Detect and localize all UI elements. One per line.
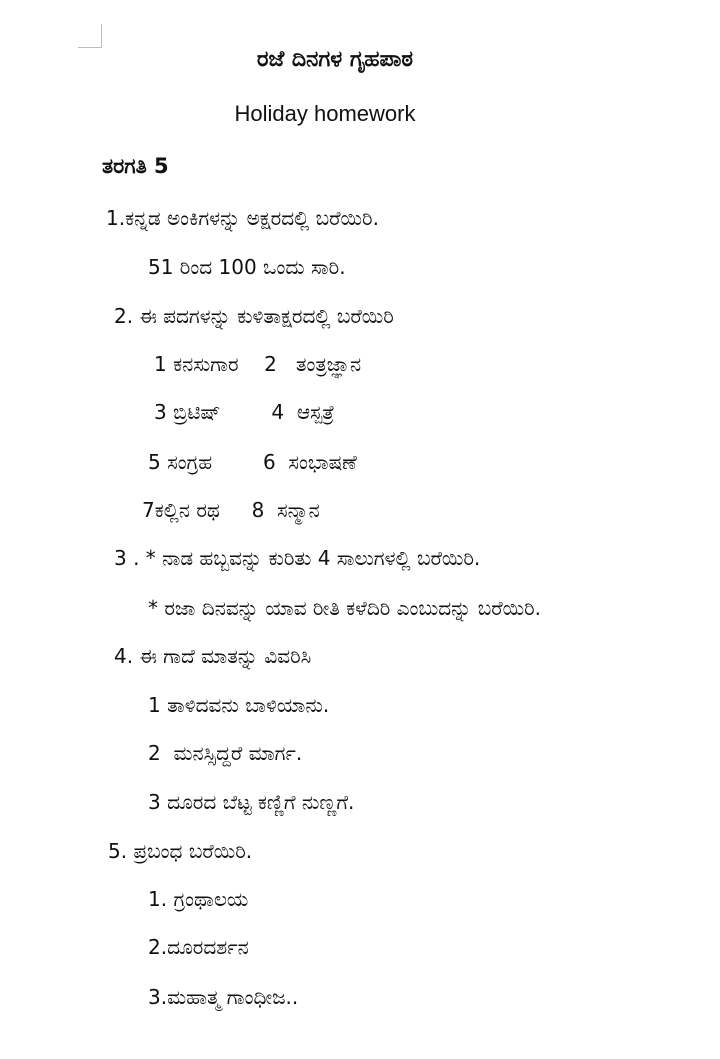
word-pair-1: 1 ಕನಸುಗಾರ 2 ತಂತ್ರಜ್ಞಾನ [154, 352, 362, 376]
word-pair-4: 7ಕಲ್ಲಿನ ರಥ 8 ಸನ್ಮಾನ [142, 498, 320, 522]
question-5: 5. ಪ್ರಬಂಧ ಬರೆಯಿರಿ. [108, 839, 253, 863]
word-pair-2: 3 ಬ್ರಿಟಿಷ್ 4 ಆಸ್ಪತ್ರೆ [154, 400, 335, 424]
essay-topic-3: 3.ಮಹಾತ್ಮ ಗಾಂಧೀಜ.. [148, 985, 299, 1009]
proverb-1: 1 ತಾಳಿದವನು ಬಾಳಿಯಾನು. [148, 693, 330, 717]
title-english: Holiday homework [234, 101, 416, 126]
question-4: 4. ಈ ಗಾದೆ ಮಾತನ್ನು ವಿವರಿಸಿ [114, 644, 312, 668]
page-margin-marker [78, 24, 102, 48]
question-3-part-2: * ರಜಾ ದಿನವನ್ನು ಯಾವ ರೀತಿ ಕಳೆದಿರಿ ಎಂಬುದನ್ನು ಬರೆಯಿರಿ. [148, 596, 542, 620]
question-3: 3 . * ನಾಡ ಹಬ್ಬವನ್ನು ಕುರಿತು 4 ಸಾಲುಗಳಲ್ಲಿ ಬರೆಯಿರಿ. [114, 546, 481, 570]
proverb-2: 2 ಮನಸ್ಸಿದ್ದರೆ ಮಾರ್ಗ. [148, 741, 303, 765]
grade-heading: ತರಗತಿ 5 [102, 154, 169, 178]
question-1-detail: 51 ರಿಂದ 100 ಒಂದು ಸಾರಿ. [148, 255, 346, 279]
word-pair-3: 5 ಸಂಗ್ರಹ 6 ಸಂಭಾಷಣೆ [148, 450, 357, 474]
question-1: 1.ಕನ್ನಡ ಅಂಕಿಗಳನ್ನು ಅಕ್ಷರದಲ್ಲಿ ಬರೆಯಿರಿ. [106, 206, 379, 230]
essay-topic-2: 2.ದೂರದರ್ಶನ [148, 935, 249, 959]
question-2: 2. ಈ ಪದಗಳನ್ನು ಕುಳಿತಾಕ್ಷರದಲ್ಲಿ ಬರೆಯಿರಿ [114, 304, 394, 328]
proverb-3: 3 ದೂರದ ಬೆಟ್ಟ ಕಣ್ಣಿಗೆ ನುಣ್ಣಗೆ. [148, 790, 355, 814]
title-kannada: ರಜೆ ದಿನಗಳ ಗೃಹಪಾಠ [256, 47, 414, 72]
essay-topic-1: 1. ಗ್ರಂಥಾಲಯ [148, 887, 249, 911]
